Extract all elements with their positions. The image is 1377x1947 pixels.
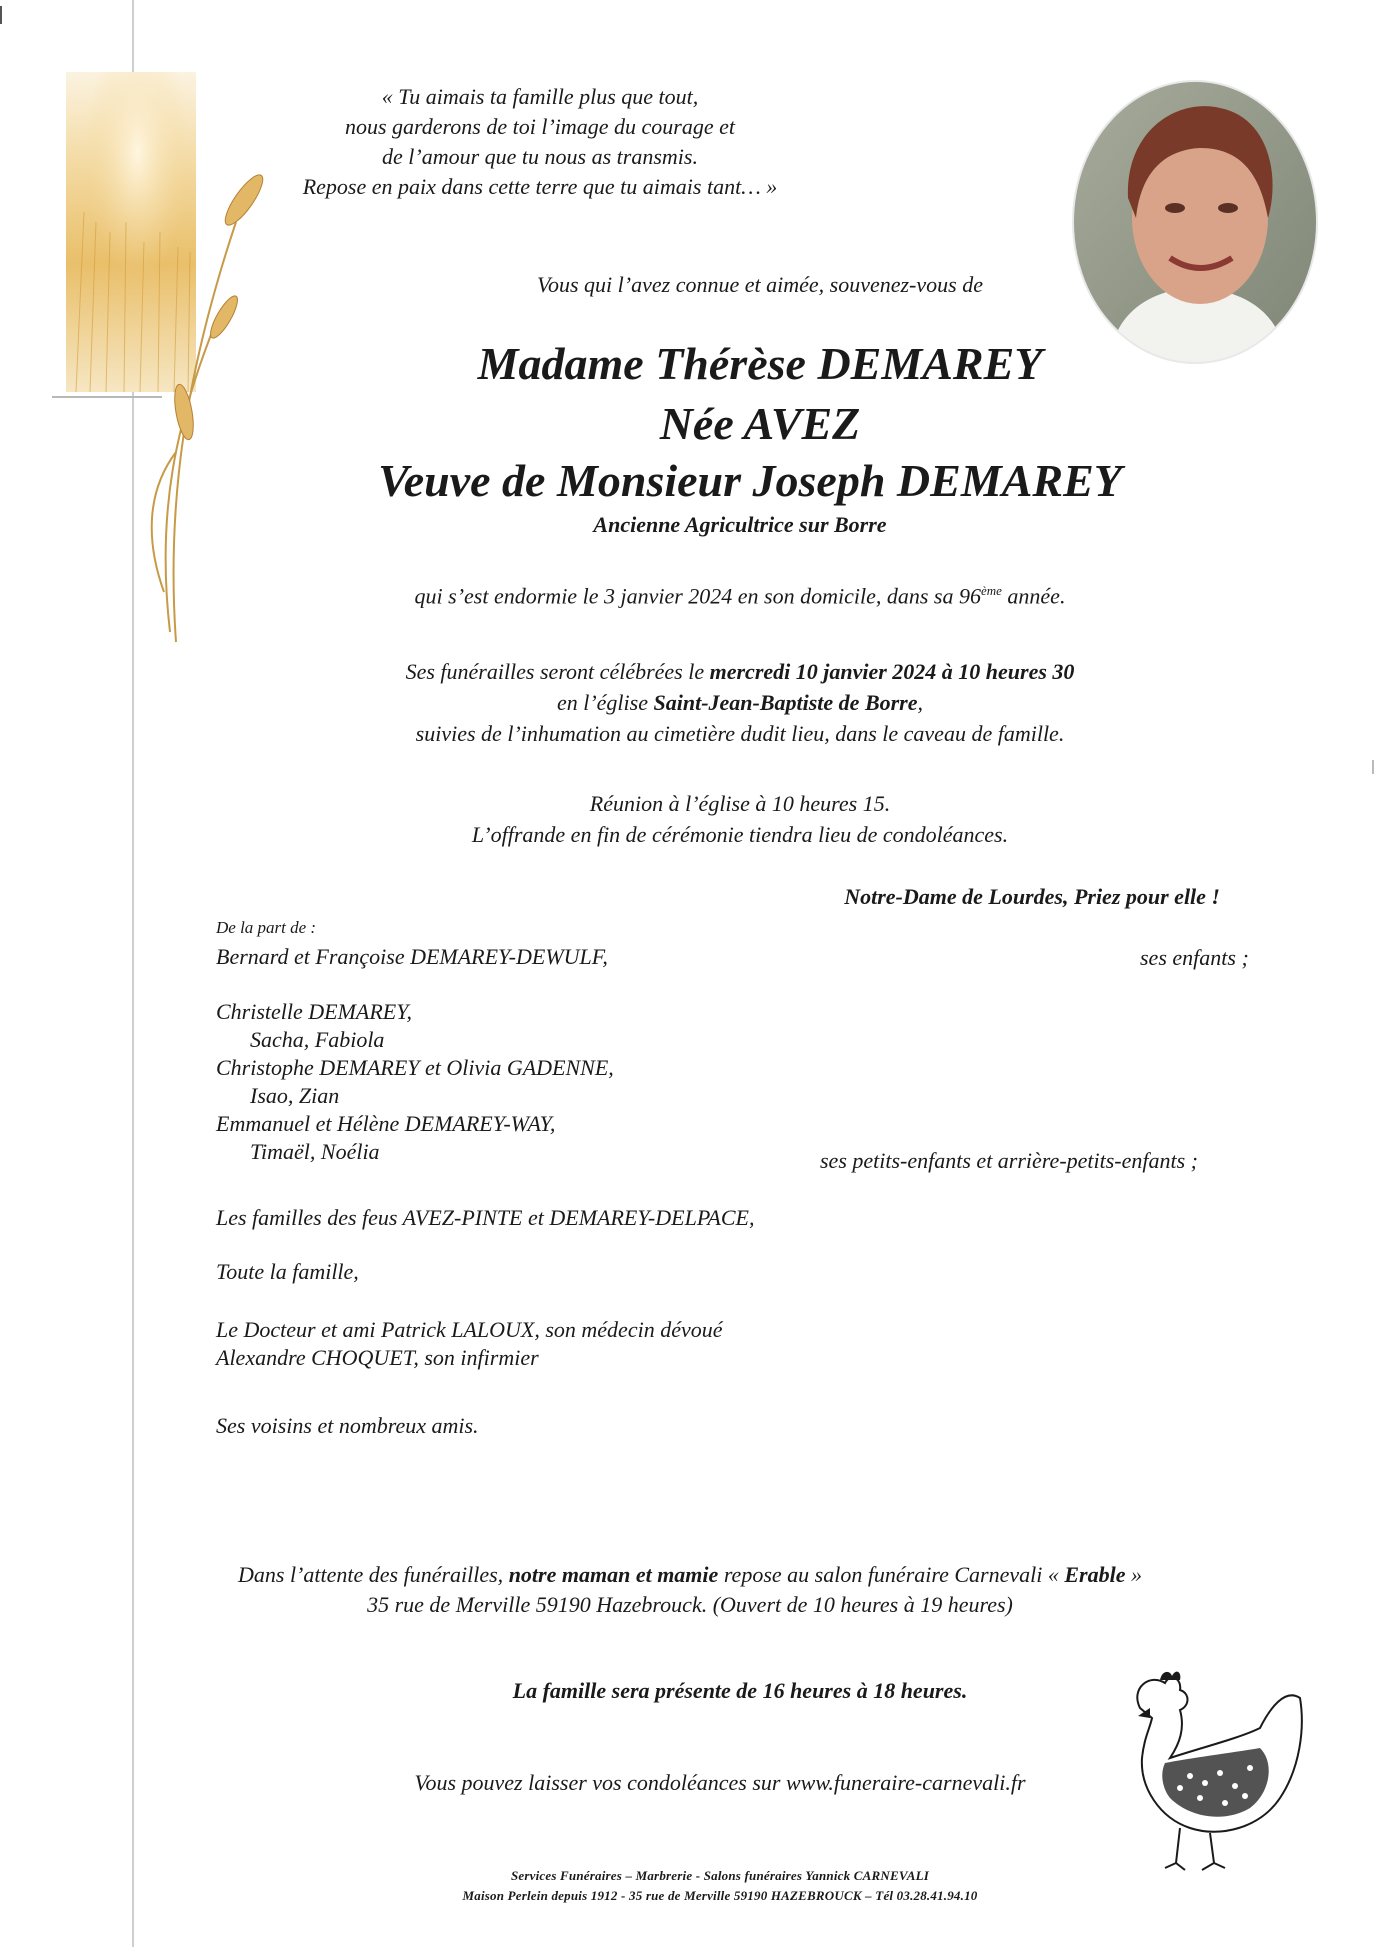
portrait-photo xyxy=(1070,78,1320,366)
scan-mark-right xyxy=(1372,760,1374,774)
families-line: Les familles des feus AVEZ-PINTE et DEMAREY-DELPACE, xyxy=(216,1205,755,1230)
funeral-line-2-end: , xyxy=(917,690,924,715)
grandchild-line-6: Timaël, Noélia xyxy=(250,1139,380,1164)
maiden-name: Née AVEZ xyxy=(659,398,861,449)
reunion-line-2: L’offrande en fin de cérémonie tiendra lieu de condoléances. xyxy=(471,822,1009,847)
quote-line-1: « Tu aimais ta famille plus que tout, xyxy=(381,84,699,109)
viewing-line-1 xyxy=(150,1560,1230,1590)
viewing-details xyxy=(150,1560,1230,1620)
viewing-pre: Dans l’attente des funérailles, xyxy=(238,1562,509,1587)
footer xyxy=(300,1866,1140,1906)
funeral-line-1 xyxy=(300,656,1180,687)
grandchild-line-5: Emmanuel et Hélène DEMAREY-WAY, xyxy=(216,1111,556,1136)
grandchild-line-3: Christophe DEMAREY et Olivia GADENNE, xyxy=(216,1055,614,1080)
children-relation: ses enfants ; xyxy=(1140,945,1249,970)
quote-line-4: Repose en paix dans cette terre que tu aimais tant… » xyxy=(302,174,778,199)
footer-line-1: Services Funéraires – Marbrerie - Salons funéraires Yannick CARNEVALI xyxy=(510,1868,930,1883)
condolences-line: Vous pouvez laisser vos condoléances sur www.funeraire-carnevali.fr xyxy=(414,1770,1026,1795)
grandchildren-relation: ses petits-enfants et arrière-petits-enfants ; xyxy=(820,1148,1199,1173)
doctor-line: Le Docteur et ami Patrick LALOUX, son médecin dévoué xyxy=(216,1317,723,1342)
grandchild-line-2: Sacha, Fabiola xyxy=(250,1027,385,1052)
funeral-datetime: mercredi 10 janvier 2024 à 10 heures 30 xyxy=(709,659,1075,684)
prayer-line: Notre-Dame de Lourdes, Priez pour elle ! xyxy=(844,884,1220,909)
family-presence: La famille sera présente de 16 heures à 18 heures. xyxy=(512,1678,968,1703)
viewing-mid: repose au salon funéraire Carnevali « xyxy=(718,1562,1065,1587)
reunion-line-1: Réunion à l’église à 10 heures 15. xyxy=(589,791,891,816)
salon-name: Erable xyxy=(1064,1562,1126,1587)
reunion-details xyxy=(380,788,1100,850)
grandchild-line-4: Isao, Zian xyxy=(250,1083,340,1108)
deceased-name: Madame Thérèse DEMAREY xyxy=(477,338,1043,389)
scan-mark xyxy=(0,6,2,24)
caregivers xyxy=(216,1316,723,1372)
quote-line-2: nous garderons de toi l’image du courage et xyxy=(344,114,736,139)
death-text: qui s’est endormie le 3 janvier 2024 en son domicile, dans sa 96 xyxy=(414,583,981,609)
opening-quote xyxy=(270,82,810,202)
hen-illustration xyxy=(1110,1668,1310,1878)
viewing-bold: notre maman et mamie xyxy=(508,1562,719,1587)
whole-family-line: Toute la famille, xyxy=(216,1259,359,1284)
nurse-line: Alexandre CHOQUET, son infirmier xyxy=(216,1345,539,1370)
quote-line-3: de l’amour que tu nous as transmis. xyxy=(382,144,698,169)
death-announcement xyxy=(330,583,1150,609)
grandchild-line-1: Christelle DEMAREY, xyxy=(216,999,412,1024)
death-end: année. xyxy=(1001,583,1066,609)
occupation: Ancienne Agricultrice sur Borre xyxy=(593,512,887,537)
death-ordinal: ème xyxy=(980,583,1002,598)
funeral-line-2 xyxy=(300,687,1180,718)
wheat-illustration xyxy=(66,72,286,652)
viewing-line-2: 35 rue de Merville 59190 Hazebrouck. (Ouvert de 10 heures à 19 heures) xyxy=(367,1592,1013,1617)
intro-line: Vous qui l’avez connue et aimée, souvenez-vous de xyxy=(537,272,983,297)
funeral-details xyxy=(300,656,1180,749)
footer-line-2: Maison Perlein depuis 1912 - 35 rue de Merville 59190 HAZEBROUCK – Tél 03.28.41.94.10 xyxy=(462,1888,978,1903)
widow-of: Veuve de Monsieur Joseph DEMAREY xyxy=(378,455,1122,506)
grandchildren-list xyxy=(216,998,614,1166)
funeral-line-3: suivies de l’inhumation au cimetière dudit lieu, dans le caveau de famille. xyxy=(415,721,1065,746)
neighbors-line: Ses voisins et nombreux amis. xyxy=(216,1413,479,1438)
viewing-end: » xyxy=(1125,1562,1142,1587)
church-name: Saint-Jean-Baptiste de Borre xyxy=(653,690,918,715)
funeral-line-1-text: Ses funérailles seront célébrées le xyxy=(405,659,710,684)
family-intro: De la part de : xyxy=(216,918,317,937)
funeral-line-2-text: en l’église xyxy=(556,690,654,715)
children-names: Bernard et Françoise DEMAREY-DEWULF, xyxy=(216,944,608,969)
